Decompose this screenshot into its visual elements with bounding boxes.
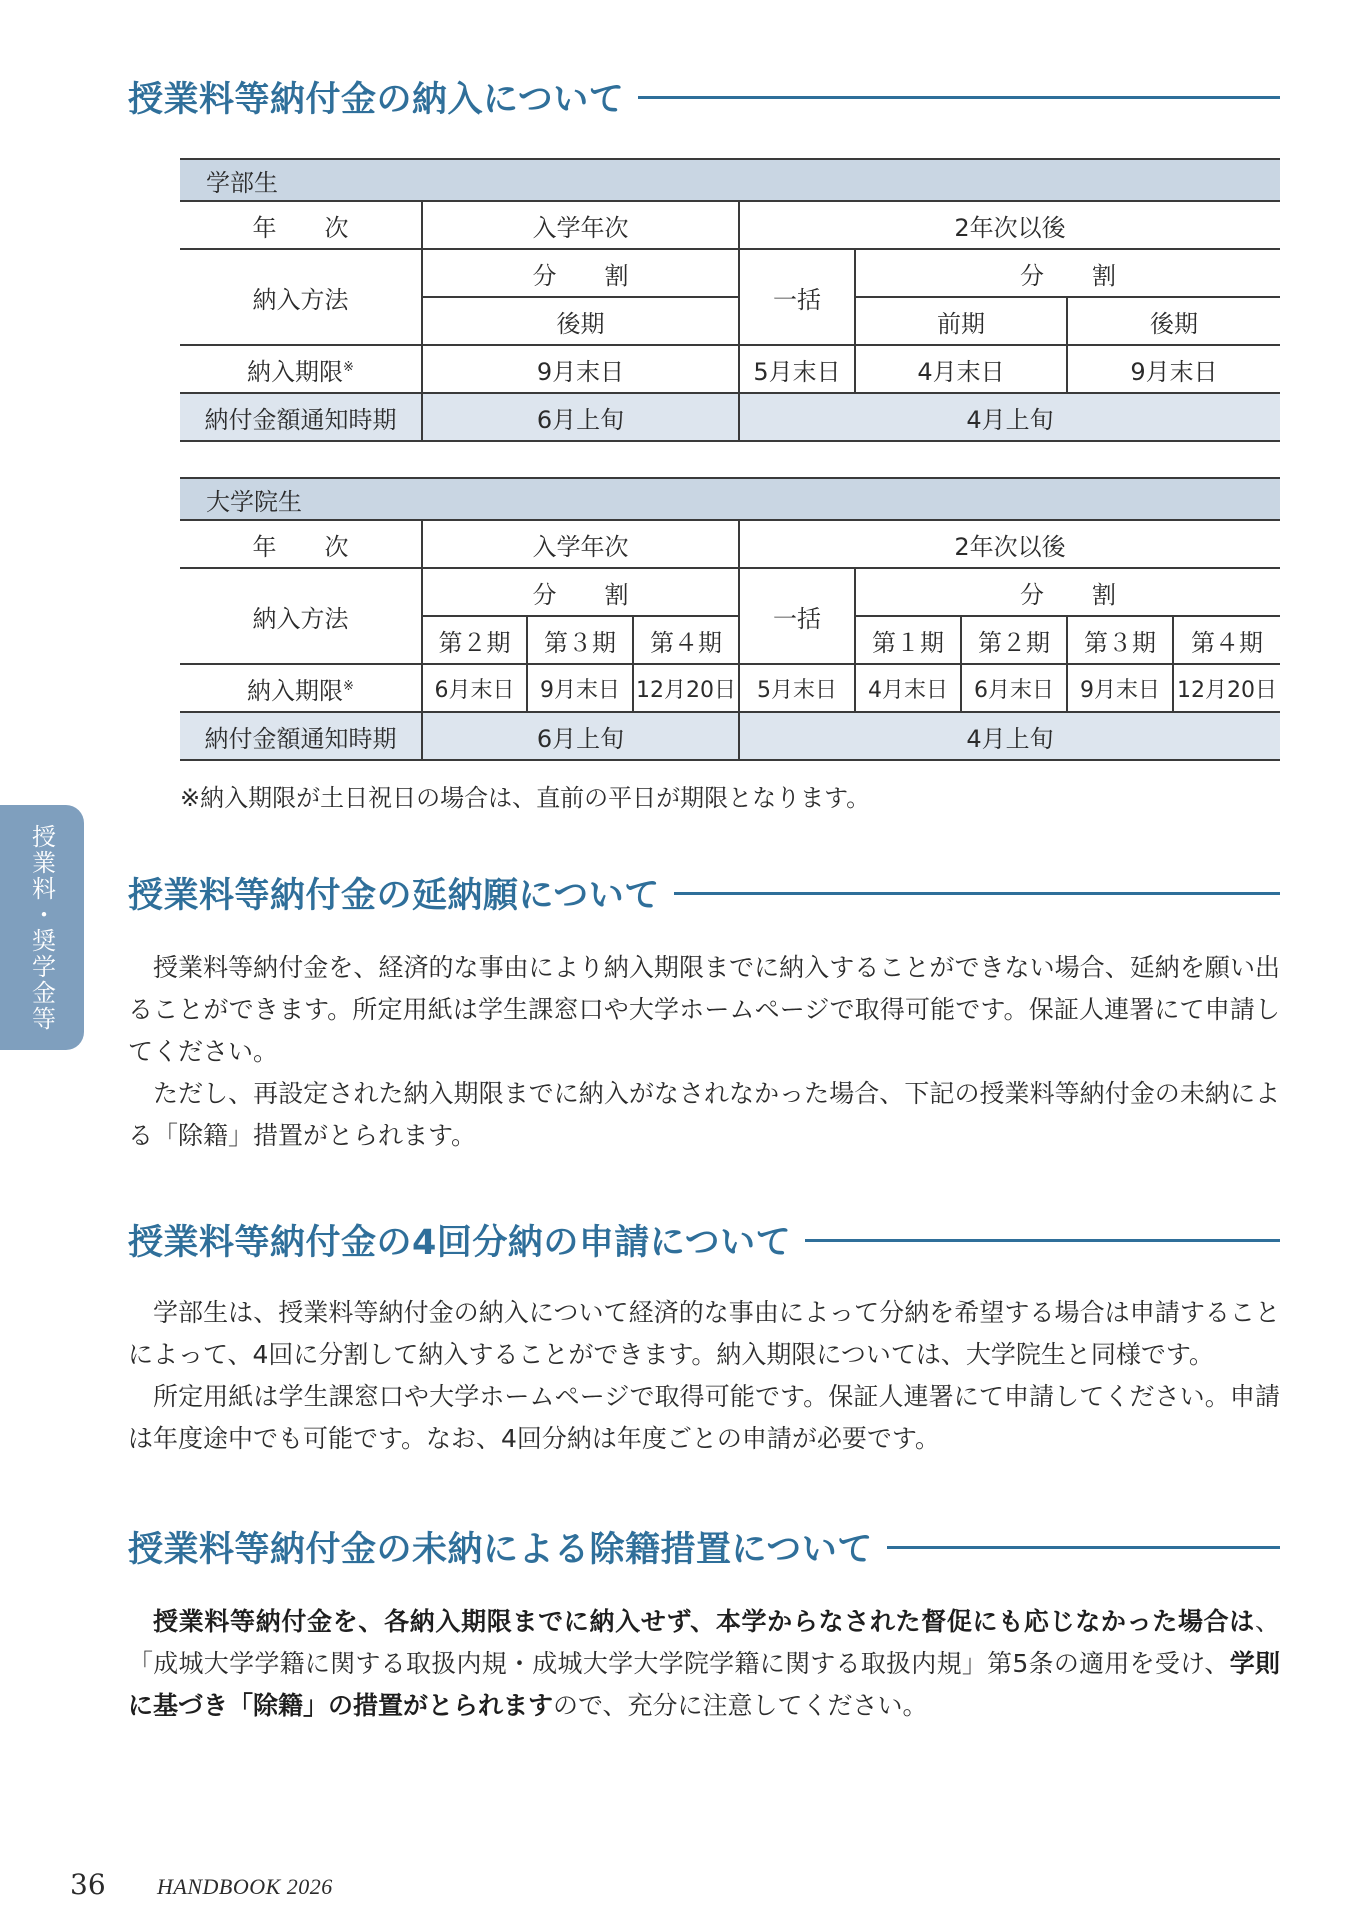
- second-year-header: 2年次以後: [739, 520, 1280, 568]
- split-label-later: 分 割: [855, 249, 1280, 297]
- table-row: [180, 249, 1280, 297]
- page-number: 36: [70, 1868, 106, 1901]
- heading-rule: [805, 1239, 1280, 1242]
- entry-period-cell: 後期: [422, 297, 739, 345]
- side-tab: [0, 805, 84, 1050]
- deadline-cell: 6月末日: [961, 664, 1067, 712]
- deadline-cell: 4月末日: [855, 345, 1067, 393]
- side-tab-label: 授業料・奨学金等: [27, 823, 56, 1032]
- section-heading-payment: [128, 72, 1280, 122]
- paragraph: ただし、再設定された納入期限までに納入がなされなかった場合、下記の授業料等納付金の未納による「除籍」措置がとられます。: [128, 1079, 1280, 1150]
- deadline-cell: 6月末日: [422, 664, 527, 712]
- footer-brand: HANDBOOK 2026: [157, 1874, 333, 1899]
- table-row: [180, 712, 1280, 760]
- deadline-cell: 9月末日: [527, 664, 633, 712]
- heading-rule: [638, 96, 1280, 99]
- row-label-notice: 納付金額通知時期: [180, 393, 422, 441]
- table-category: 大学院生: [180, 478, 1280, 520]
- entry-year-header: 入学年次: [422, 201, 739, 249]
- deadline-cell: 9月末日: [1067, 345, 1280, 393]
- deadline-cell: 12月20日: [633, 664, 739, 712]
- installment-body: [128, 1292, 1280, 1460]
- later-period-cell: 第１期: [855, 616, 961, 664]
- emphasis-text: 授業料等納付金を、各納入期限までに納入せず、本学からなされた督促にも応じなかった場合は: [153, 1607, 1255, 1636]
- deadline-cell: 5月末日: [739, 345, 855, 393]
- deadline-cell: 9月末日: [422, 345, 739, 393]
- emphasis-text: 学則に基づき「除籍」の措置がとられます: [128, 1649, 1280, 1720]
- heading-rule: [887, 1546, 1280, 1549]
- second-year-header: 2年次以後: [739, 201, 1280, 249]
- table-row: [180, 568, 1280, 616]
- later-period-cell: 第２期: [961, 616, 1067, 664]
- split-label-later: 分 割: [855, 568, 1280, 616]
- section-heading-expulsion: [128, 1522, 1280, 1572]
- later-period-cell: 第３期: [1067, 616, 1173, 664]
- later-period-cell: 後期: [1067, 297, 1280, 345]
- entry-period-cell: 第３期: [527, 616, 633, 664]
- deadline-note: ※納入期限が土日祝日の場合は、直前の平日が期限となります。: [180, 784, 871, 812]
- table-row: [180, 345, 1280, 393]
- row-label-method: 納入方法: [180, 568, 422, 664]
- section-heading-installment: [128, 1215, 1280, 1265]
- entry-period-cell: 第２期: [422, 616, 527, 664]
- notice-cell: 4月上旬: [739, 393, 1280, 441]
- paragraph: 授業料等納付金を、各納入期限までに納入せず、本学からなされた督促にも応じなかった場合は、「成城大学学籍に関する取扱内規・成城大学大学院学籍に関する取扱内規」第5条の適用を受け、学則に基づき「除籍」の措置がとられますので、充分に注意してください。: [128, 1607, 1280, 1720]
- row-label-deadline: 納入期限※: [180, 345, 422, 393]
- notice-cell: 4月上旬: [739, 712, 1280, 760]
- lump-sum-label: 一括: [739, 568, 855, 664]
- row-label-year: 年 次: [180, 201, 422, 249]
- deadline-cell: 12月20日: [1173, 664, 1280, 712]
- row-label-notice: 納付金額通知時期: [180, 712, 422, 760]
- table-row: [180, 664, 1280, 712]
- entry-year-header: 入学年次: [422, 520, 739, 568]
- deadline-cell: 9月末日: [1067, 664, 1173, 712]
- row-label-deadline: 納入期限※: [180, 664, 422, 712]
- row-label-method: 納入方法: [180, 249, 422, 345]
- split-label-entry: 分 割: [422, 568, 739, 616]
- expulsion-body: [128, 1601, 1280, 1727]
- section-title: 授業料等納付金の納入について: [128, 80, 625, 120]
- notice-cell: 6月上旬: [422, 712, 739, 760]
- deferral-body: [128, 947, 1280, 1157]
- section-title: 授業料等納付金の4回分納の申請について: [128, 1223, 792, 1263]
- deadline-cell: 5月末日: [739, 664, 855, 712]
- paragraph: 授業料等納付金を、経済的な事由により納入期限までに納入することができない場合、延納を願い出ることができます。所定用紙は学生課窓口や大学ホームページで取得可能です。保証人連署にて申請してください。: [128, 953, 1280, 1066]
- paragraph: 所定用紙は学生課窓口や大学ホームページで取得可能です。保証人連署にて申請してください。申請は年度途中でも可能です。なお、4回分納は年度ごとの申請が必要です。: [128, 1382, 1280, 1453]
- table-row: [180, 159, 1280, 201]
- table-row: [180, 393, 1280, 441]
- notice-cell: 6月上旬: [422, 393, 739, 441]
- lump-sum-label: 一括: [739, 249, 855, 345]
- entry-period-cell: 第４期: [633, 616, 739, 664]
- heading-rule: [674, 892, 1280, 895]
- table-row: [180, 478, 1280, 520]
- section-title: 授業料等納付金の未納による除籍措置について: [128, 1530, 873, 1570]
- grad-table: [180, 477, 1280, 761]
- undergrad-table: [180, 158, 1280, 442]
- table-category: 学部生: [180, 159, 1280, 201]
- deadline-cell: 4月末日: [855, 664, 961, 712]
- table-row: [180, 520, 1280, 568]
- later-period-cell: 第４期: [1173, 616, 1280, 664]
- paragraph: 学部生は、授業料等納付金の納入について経済的な事由によって分納を希望する場合は申請することによって、4回に分割して納入することができます。納入期限については、大学院生と同様です。: [128, 1298, 1280, 1369]
- later-period-cell: 前期: [855, 297, 1067, 345]
- table-row: [180, 201, 1280, 249]
- split-label-entry: 分 割: [422, 249, 739, 297]
- section-title: 授業料等納付金の延納願について: [128, 876, 660, 916]
- row-label-year: 年 次: [180, 520, 422, 568]
- section-heading-deferral: [128, 868, 1280, 918]
